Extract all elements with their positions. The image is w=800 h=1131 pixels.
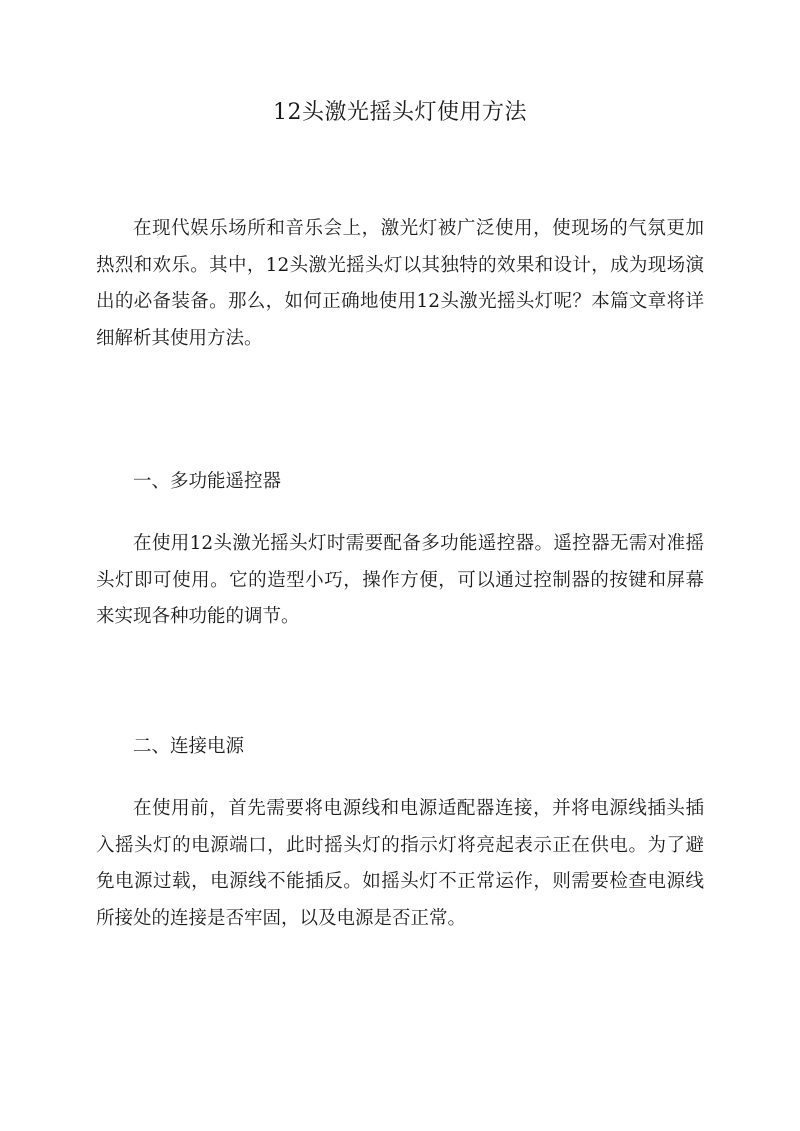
document-title: 12头激光摇头灯使用方法 <box>273 100 527 125</box>
section-body-remote: 在使用12头激光摇头灯时需要配备多功能遥控器。遥控器无需对准摇头灯即可使用。它的造型小巧，操作方便，可以通过控制器的按键和屏幕来实现各种功能的调节。 <box>96 533 704 627</box>
section-heading-remote: 一、多功能遥控器 <box>133 471 282 492</box>
section-heading-power: 二、连接电源 <box>133 736 245 757</box>
intro-paragraph: 在现代娱乐场所和音乐会上，激光灯被广泛使用，使现场的气氛更加热烈和欢乐。其中，12头激光摇头灯以其独特的效果和设计，成为现场演出的必备装备。那么，如何正确地使用12头激光摇头灯呢？本篇文章将详细解析其使用方法。 <box>96 218 704 349</box>
section-body-power: 在使用前，首先需要将电源线和电源适配器连接，并将电源线插头插入摇头灯的电源端口，此时摇头灯的指示灯将亮起表示正在供电。为了避免电源过载，电源线不能插反。如摇头灯不正常运作，则需要检查电源线所接处的连接是否牢固，以及电源是否正常。 <box>96 798 704 929</box>
